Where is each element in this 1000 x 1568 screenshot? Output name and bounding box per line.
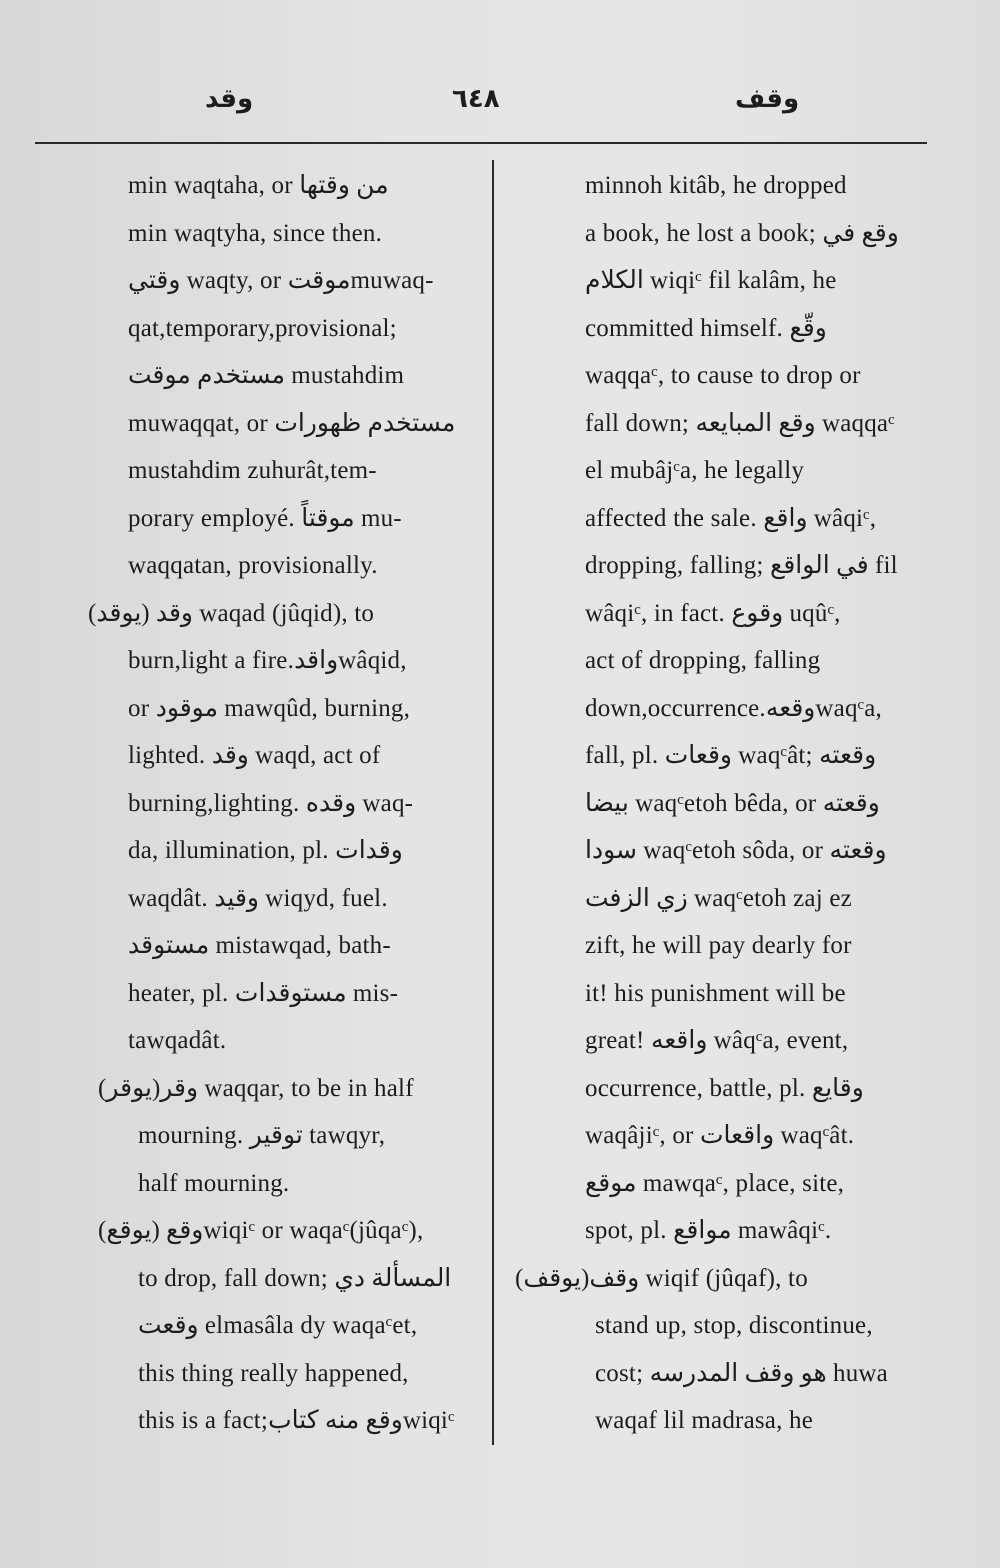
text-line: مستخدم موقت mustahdim xyxy=(128,362,405,389)
text-line: waqqatan, provisionally. xyxy=(128,552,378,579)
text-line: fall, pl. وقعات waqᶜât; وقعته xyxy=(585,742,877,769)
text-line: الكلام wiqiᶜ fil kalâm, he xyxy=(585,267,837,294)
text-line: بيضا waqᶜetoh bêda, or وقعته xyxy=(585,789,880,817)
text-line: to drop, fall down; المسألة دي xyxy=(138,1264,452,1292)
text-line: qat,temporary,provisional; xyxy=(128,314,397,342)
text-line: tawqadât. xyxy=(128,1027,227,1054)
text-line: زي الزفت waqᶜetoh zaj ez xyxy=(585,884,852,912)
text-line: وقتي waqty, or موقتmuwaq- xyxy=(128,267,434,294)
text-line: it! his punishment will be xyxy=(585,979,846,1007)
text-line: heater, pl. مستوقدات mis- xyxy=(128,979,399,1007)
text-line: waqaf lil madrasa, he xyxy=(595,1407,813,1434)
text-line: waqdât. وقيد wiqyd, fuel. xyxy=(128,884,388,912)
text-line: cost; هو وقف المدرسه huwa xyxy=(595,1359,888,1387)
text-line: committed himself. وقّع xyxy=(585,314,827,342)
entry-start-line: وقد (يوقد) waqad (jûqid), to xyxy=(88,599,375,627)
text-line: dropping, falling; في الواقع fil xyxy=(585,552,898,579)
headword-left: وقد xyxy=(205,84,254,114)
text-line: موقع mawqaᶜ, place, site, xyxy=(585,1169,845,1197)
text-line: down,occurrence.وقعهwaqᶜa, xyxy=(585,694,882,722)
running-header xyxy=(0,84,1000,124)
left-column xyxy=(88,162,483,1445)
text-line: stand up, stop, discontinue, xyxy=(595,1312,873,1339)
text-line: this thing really happened, xyxy=(138,1359,409,1387)
text-line: burn,light a fire.واقدwâqid, xyxy=(128,647,407,674)
text-line: mustahdim zuhurât,tem- xyxy=(128,457,377,484)
text-line: act of dropping, falling xyxy=(585,647,821,674)
text-line: spot, pl. مواقع mawâqiᶜ. xyxy=(585,1217,832,1244)
entry-start-line: وقر(يوقر) waqqar, to be in half xyxy=(98,1074,414,1102)
text-line: lighted. وقد waqd, act of xyxy=(128,742,381,769)
text-line: waqâjiᶜ, or واقعات waqᶜât. xyxy=(585,1122,855,1149)
column-divider xyxy=(492,160,494,1445)
text-line: a book, he lost a book; وقع في xyxy=(585,219,899,247)
entry-start-line: وقع (يوقع)wiqiᶜ or waqaᶜ(jûqaᶜ), xyxy=(98,1217,424,1244)
text-line: zift, he will pay dearly for xyxy=(585,932,852,959)
text-line: muwaqqat, or مستخدم ظهورات xyxy=(128,409,456,437)
text-line: سودا waqᶜetoh sôda, or وقعته xyxy=(585,837,887,864)
text-line: waqqaᶜ, to cause to drop or xyxy=(585,362,861,389)
right-column xyxy=(515,162,930,1445)
entry-start-line: وقف(يوقف) wiqif (jûqaf), to xyxy=(515,1264,808,1292)
text-line: min waqtaha, or من وقتها xyxy=(128,172,389,199)
text-line: affected the sale. واقع wâqiᶜ, xyxy=(585,504,877,532)
header-rule xyxy=(35,142,927,144)
text-line: occurrence, battle, pl. وقايع xyxy=(585,1074,864,1102)
text-line: وقعت elmasâla dy waqaᶜet, xyxy=(138,1312,418,1339)
text-line: مستوقد mistawqad, bath- xyxy=(128,932,391,959)
text-line: da, illumination, pl. وقدات xyxy=(128,837,403,864)
page-number: ٦٤٨ xyxy=(452,84,500,114)
text-line: minnoh kitâb, he dropped xyxy=(585,172,847,199)
headword-right: وقف xyxy=(735,84,800,114)
text-line: min waqtyha, since then. xyxy=(128,219,383,247)
text-line: el mubâjᶜa, he legally xyxy=(585,457,805,484)
text-line: great! واقعه wâqᶜa, event, xyxy=(585,1027,849,1054)
text-line: wâqiᶜ, in fact. وقوع uqûᶜ, xyxy=(585,599,841,627)
text-line: mourning. توقير tawqyr, xyxy=(138,1122,386,1149)
text-line: fall down; وقع المبايعه waqqaᶜ xyxy=(585,409,895,437)
text-line: burning,lighting. وقده waq- xyxy=(128,789,414,817)
text-line: this is a fact;وقع منه كتابwiqiᶜ xyxy=(138,1407,455,1434)
text-line: or موقود mawqûd, burning, xyxy=(128,694,411,722)
text-line: half mourning. xyxy=(138,1169,290,1197)
text-line: porary employé. موقتاً mu- xyxy=(128,504,402,532)
